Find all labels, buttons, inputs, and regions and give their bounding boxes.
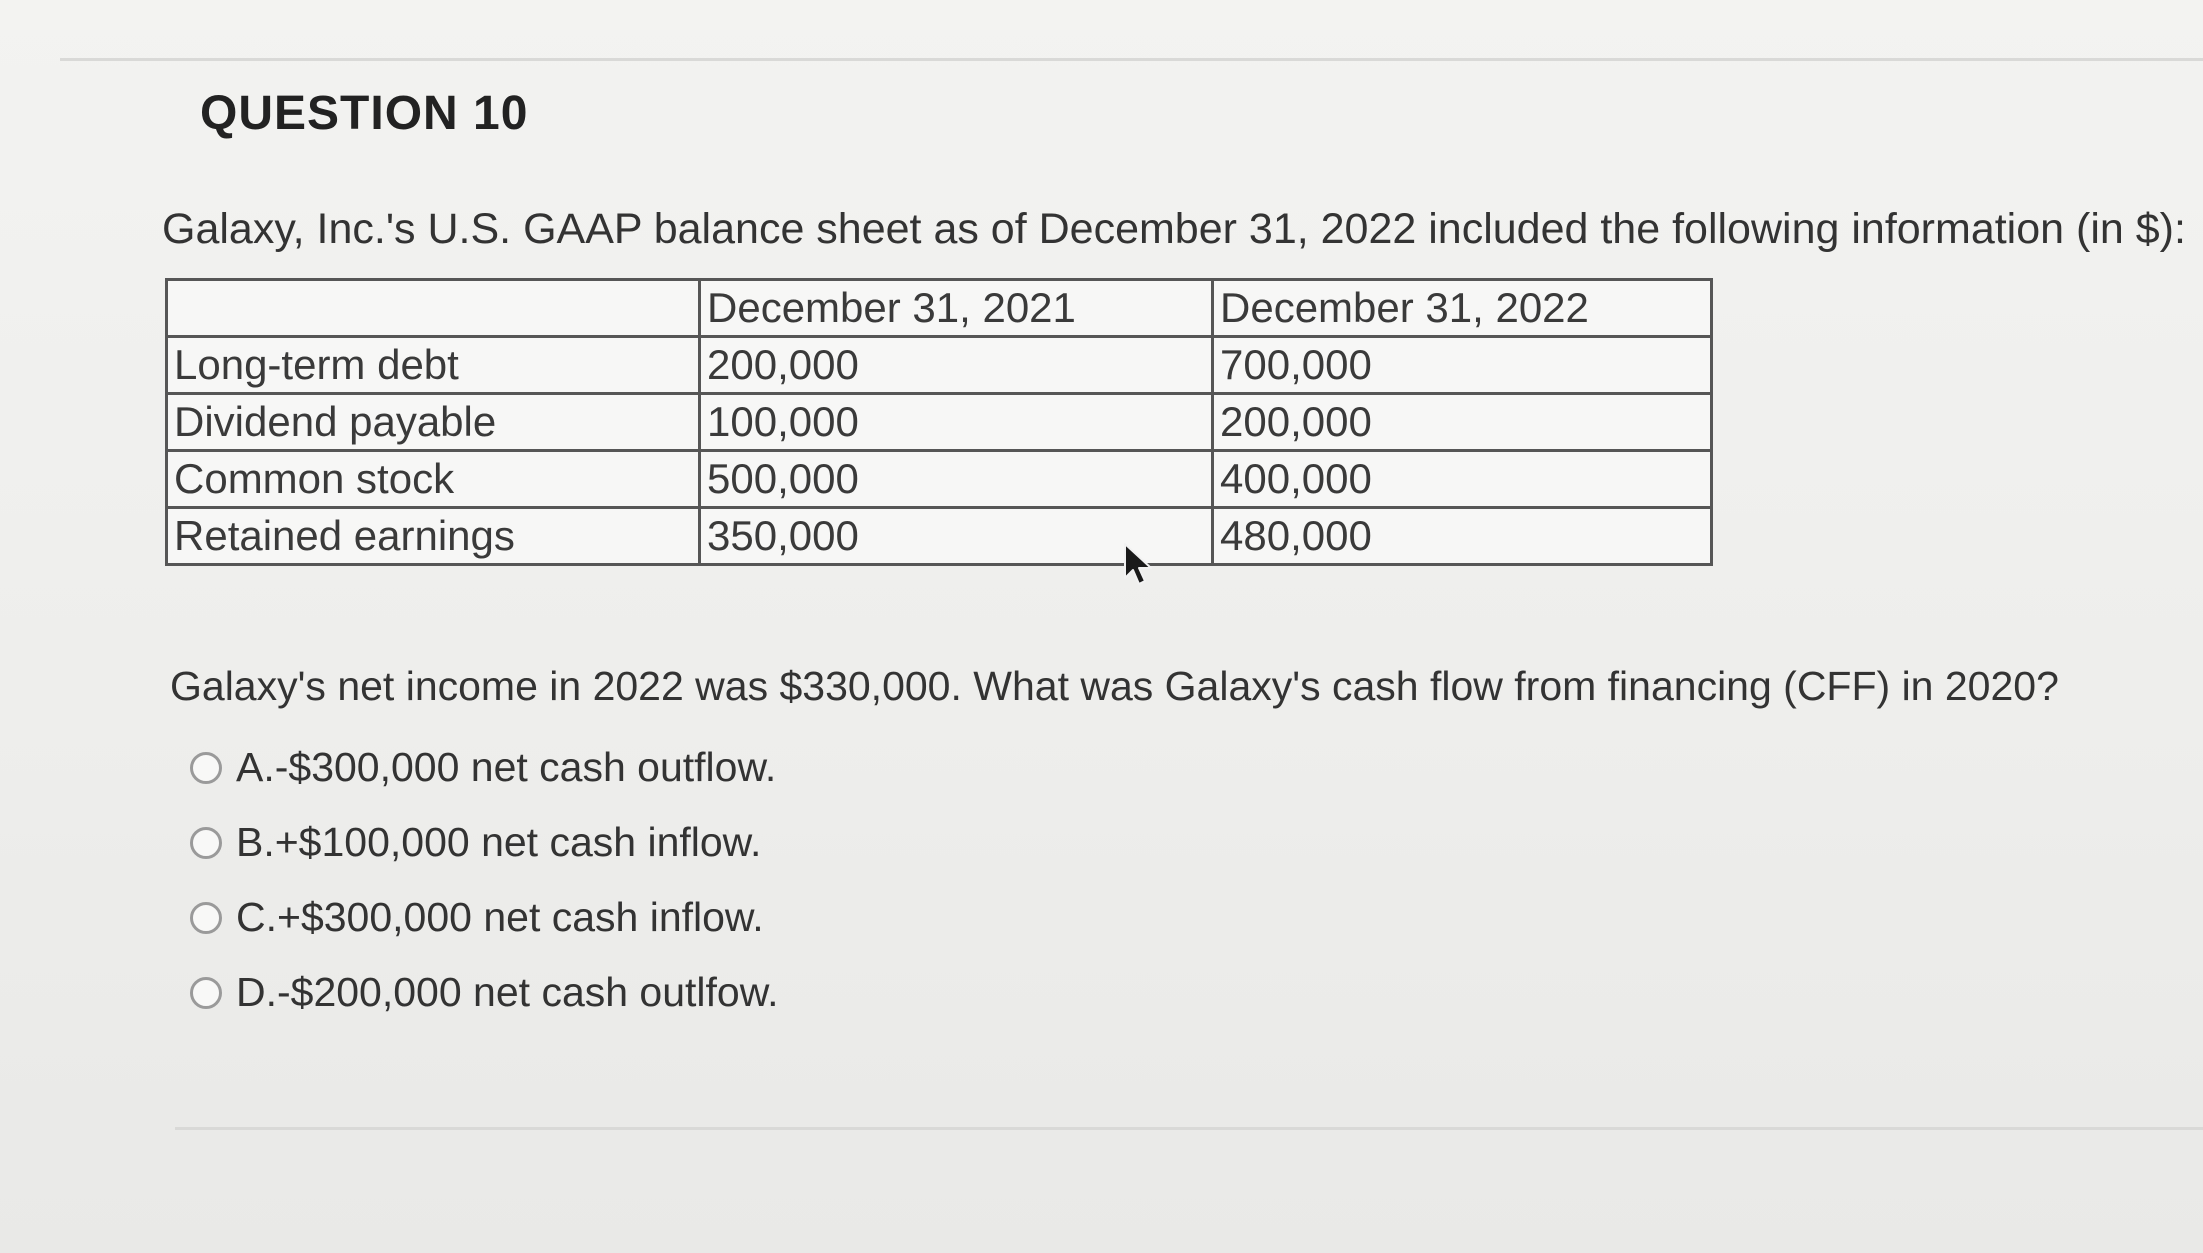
row-label: Dividend payable bbox=[167, 394, 700, 451]
option-c[interactable] bbox=[190, 880, 778, 955]
option-label: D.-$200,000 net cash outlfow. bbox=[236, 969, 779, 1015]
bottom-divider bbox=[175, 1127, 2203, 1130]
value-2021: 350,000 bbox=[700, 508, 1213, 565]
balance-sheet-table bbox=[165, 278, 1713, 566]
value-2021: 100,000 bbox=[700, 394, 1213, 451]
table-header-row bbox=[167, 280, 1712, 337]
value-2022: 480,000 bbox=[1213, 508, 1712, 565]
radio-button[interactable] bbox=[190, 752, 222, 784]
value-2022: 700,000 bbox=[1213, 337, 1712, 394]
table-row bbox=[167, 508, 1712, 565]
table-header-2021: December 31, 2021 bbox=[700, 280, 1213, 337]
value-2021: 200,000 bbox=[700, 337, 1213, 394]
value-2022: 200,000 bbox=[1213, 394, 1712, 451]
row-label: Long-term debt bbox=[167, 337, 700, 394]
question-intro: Galaxy, Inc.'s U.S. GAAP balance sheet as of December 31, 2022 included the following information (in $): bbox=[162, 205, 2186, 253]
radio-button[interactable] bbox=[190, 902, 222, 934]
table-row bbox=[167, 337, 1712, 394]
option-label: A.-$300,000 net cash outflow. bbox=[236, 744, 777, 790]
option-label: C.+$300,000 net cash inflow. bbox=[236, 894, 764, 940]
answer-options bbox=[190, 730, 778, 1030]
radio-button[interactable] bbox=[190, 827, 222, 859]
table-header-empty bbox=[167, 280, 700, 337]
radio-button[interactable] bbox=[190, 977, 222, 1009]
table-row bbox=[167, 394, 1712, 451]
mouse-pointer-icon bbox=[1122, 542, 1156, 586]
value-2022: 400,000 bbox=[1213, 451, 1712, 508]
question-title: QUESTION 10 bbox=[200, 87, 529, 140]
question-prompt: Galaxy's net income in 2022 was $330,000. What was Galaxy's cash flow from financing (CFF) in 2020? bbox=[170, 663, 2059, 709]
row-label: Retained earnings bbox=[167, 508, 700, 565]
option-b[interactable] bbox=[190, 805, 778, 880]
table-header-2022: December 31, 2022 bbox=[1213, 280, 1712, 337]
option-a[interactable] bbox=[190, 730, 778, 805]
row-label: Common stock bbox=[167, 451, 700, 508]
option-d[interactable] bbox=[190, 955, 778, 1030]
option-label: B.+$100,000 net cash inflow. bbox=[236, 819, 762, 865]
value-2021: 500,000 bbox=[700, 451, 1213, 508]
table-row bbox=[167, 451, 1712, 508]
top-divider bbox=[60, 58, 2203, 61]
